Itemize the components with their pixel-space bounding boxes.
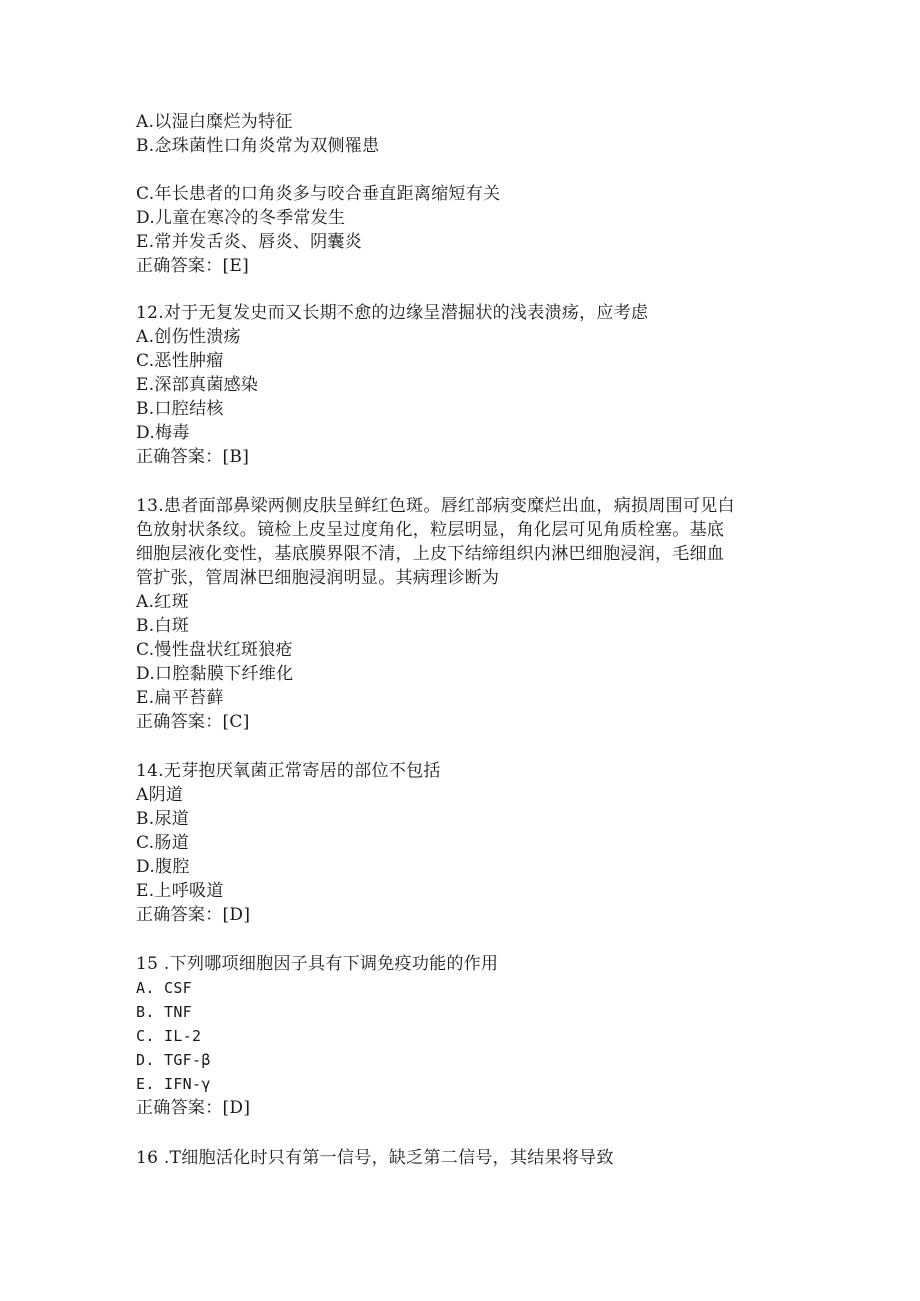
option-line: A. CSF — [136, 979, 192, 997]
option-line: C. IL-2 — [136, 1027, 202, 1045]
question-text: 15 .下列哪项细胞因子具有下调免疫功能的作用 — [136, 954, 499, 974]
option-line: B.白斑 — [136, 616, 190, 636]
question-text: 管扩张，管周淋巴细胞浸润明显。其病理诊断为 — [136, 568, 500, 588]
option-line: E.深部真菌感染 — [136, 375, 259, 395]
question-text: 色放射状条纹。镜检上皮呈过度角化，粒层明显，角化层可见角质栓塞。基底 — [136, 520, 725, 540]
option-line: E.常并发舌炎、唇炎、阴囊炎 — [136, 232, 363, 252]
option-line: C.慢性盘状红斑狼疮 — [136, 640, 293, 660]
answer-line: 正确答案：[D] — [136, 1098, 251, 1118]
question-text: 12.对于无复发史而又长期不愈的边缘呈潜掘状的浅表溃疡，应考虑 — [136, 303, 649, 323]
answer-line: 正确答案：[B] — [136, 447, 250, 467]
answer-line: 正确答案：[D] — [136, 905, 251, 925]
option-line: C.肠道 — [136, 833, 190, 853]
option-line: E.上呼吸道 — [136, 881, 224, 901]
option-line: D.腹腔 — [136, 857, 190, 877]
question-text: 细胞层液化变性，基底膜界限不清，上皮下结缔组织内淋巴细胞浸润，毛细血 — [136, 544, 725, 564]
option-line: C.恶性肿瘤 — [136, 351, 224, 371]
option-line: B. TNF — [136, 1003, 192, 1021]
option-line: B.念珠菌性口角炎常为双侧罹患 — [136, 136, 380, 156]
answer-line: 正确答案：[E] — [136, 256, 250, 276]
option-line: E. IFN-γ — [136, 1075, 211, 1093]
option-line: E.扁平苔藓 — [136, 688, 224, 708]
question-text: 14.无芽抱厌氧菌正常寄居的部位不包括 — [136, 761, 441, 781]
option-line: A.创伤性溃疡 — [136, 327, 241, 347]
option-line: C.年长患者的口角炎多与咬合垂直距离缩短有关 — [136, 184, 501, 204]
question-text: 16 .T细胞活化时只有第一信号，缺乏第二信号，其结果将导致 — [136, 1148, 614, 1168]
option-line: D. TGF-β — [136, 1051, 211, 1069]
option-line: A.以湿白糜烂为特征 — [136, 112, 293, 132]
option-line: A.红斑 — [136, 592, 189, 612]
option-line: D.梅毒 — [136, 423, 190, 443]
option-line: A阴道 — [136, 785, 184, 805]
question-text: 13.患者面部鼻梁两侧皮肤呈鲜红色斑。唇红部病变糜烂出血，病损周围可见白 — [136, 496, 735, 516]
answer-line: 正确答案：[C] — [136, 712, 250, 732]
option-line: D.儿童在寒冷的冬季常发生 — [136, 208, 346, 228]
option-line: B.口腔结核 — [136, 399, 224, 419]
option-line: B.尿道 — [136, 809, 190, 829]
option-line: D.口腔黏膜下纤维化 — [136, 664, 294, 684]
